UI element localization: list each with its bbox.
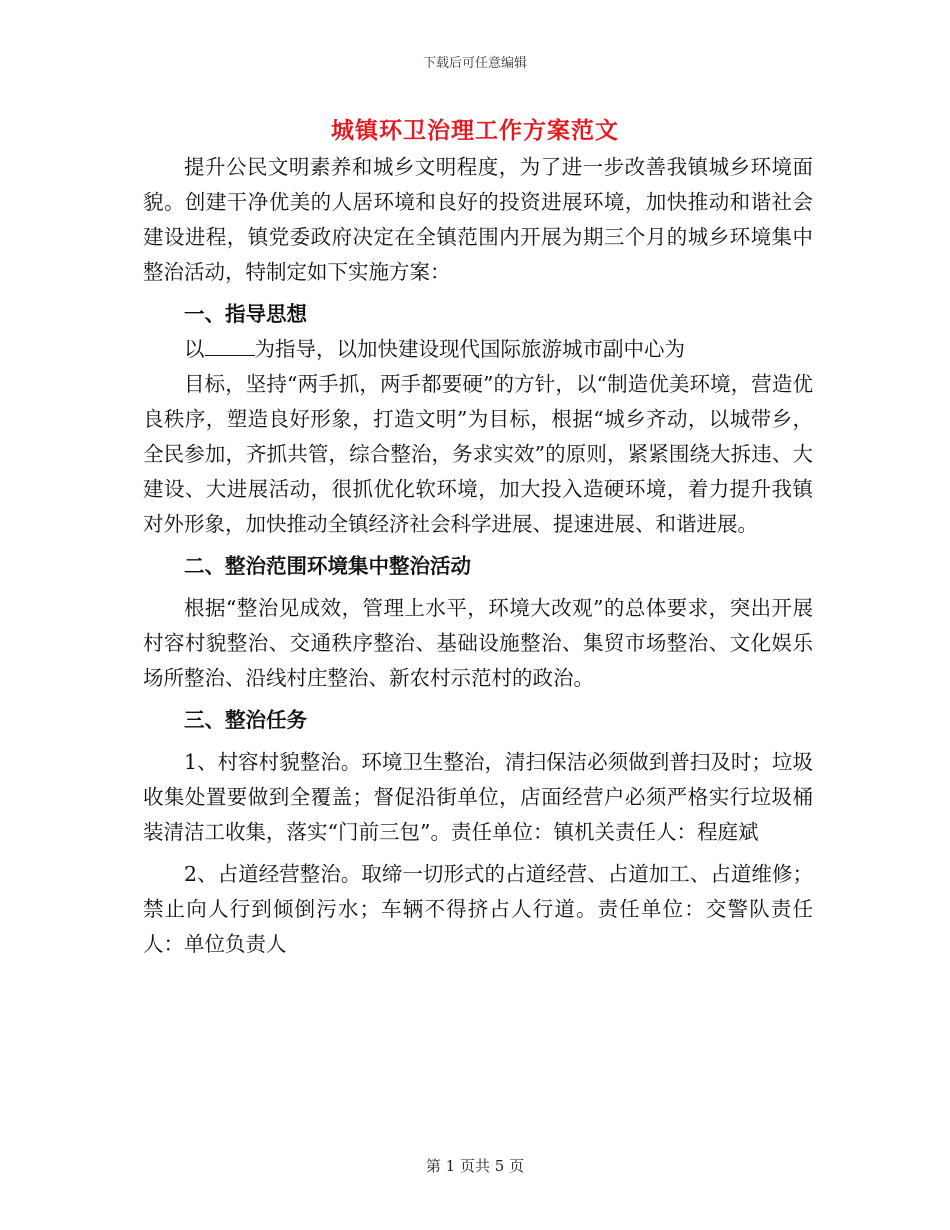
document-body: [143, 150, 813, 962]
section-heading-guiding-thought: 一、指导思想: [184, 302, 307, 326]
section-heading-scope: 二、整治范围环境集中整治活动: [184, 554, 471, 578]
guiding-thought-first-line: [143, 332, 813, 367]
header-note: 下载后可任意编辑: [422, 56, 527, 71]
task-item-2: 2、占道经营整治。取缔一切形式的占道经营、占道加工、占道维修；禁止向人行到倾倒污水；车辆不得挤占人行道。责任单位：交警队责任人：单位负责人: [143, 862, 813, 956]
guiding-thought-paragraph: 目标，坚持“两手抓，两手都要硬”的方针，以“制造优美环境，营造优良秩序，塑造良好形象，打造文明”为目标，根据“城乡齐动，以城带乡，全民参加，齐抓共管，综合整治，务求实效”的原则，紧紧围绕大拆违、大建设、大进展活动，很抓优化软环境，加大投入造硬环境，着力提升我镇对外形象，加快推动全镇经济社会科学进展、提速进展、和谐进展。: [143, 372, 813, 536]
section-heading-tasks: 三、整治任务: [184, 708, 307, 732]
page-footer: 第 1 页共 5 页: [425, 1157, 525, 1175]
scope-paragraph: 根据“整治见成效，管理上水平，环境大改观”的总体要求，突出开展村容村貌整治、交通秩序整治、基础设施整治、集贸市场整治、文化娱乐场所整治、沿线村庄整治、新农村示范村的政治。: [143, 596, 813, 690]
document-title: 城镇环卫治理工作方案范文: [331, 117, 619, 144]
task-item-1: 1、村容村貌整治。环境卫生整治，清扫保洁必须做到普扫及时；垃圾收集处置要做到全覆盖；督促沿街单位，店面经营户必须严格实行垃圾桶装清洁工收集，落实“门前三包”。责任单位：镇机关责任人：程庭斌: [143, 750, 813, 844]
intro-paragraph: 提升公民文明素养和城乡文明程度，为了进一步改善我镇城乡环境面貌。创建干净优美的人居环境和良好的投资进展环境，加快推动和谐社会建设进程，镇党委政府决定在全镇范围内开展为期三个月的城乡环境集中整治活动，特制定如下实施方案：: [143, 155, 813, 284]
guiding-thought-suffix: 为指导，以加快建设现代国际旅游城市副中心为: [254, 337, 685, 361]
guiding-thought-prefix: 以: [184, 337, 205, 361]
blank-underline: [205, 335, 255, 356]
